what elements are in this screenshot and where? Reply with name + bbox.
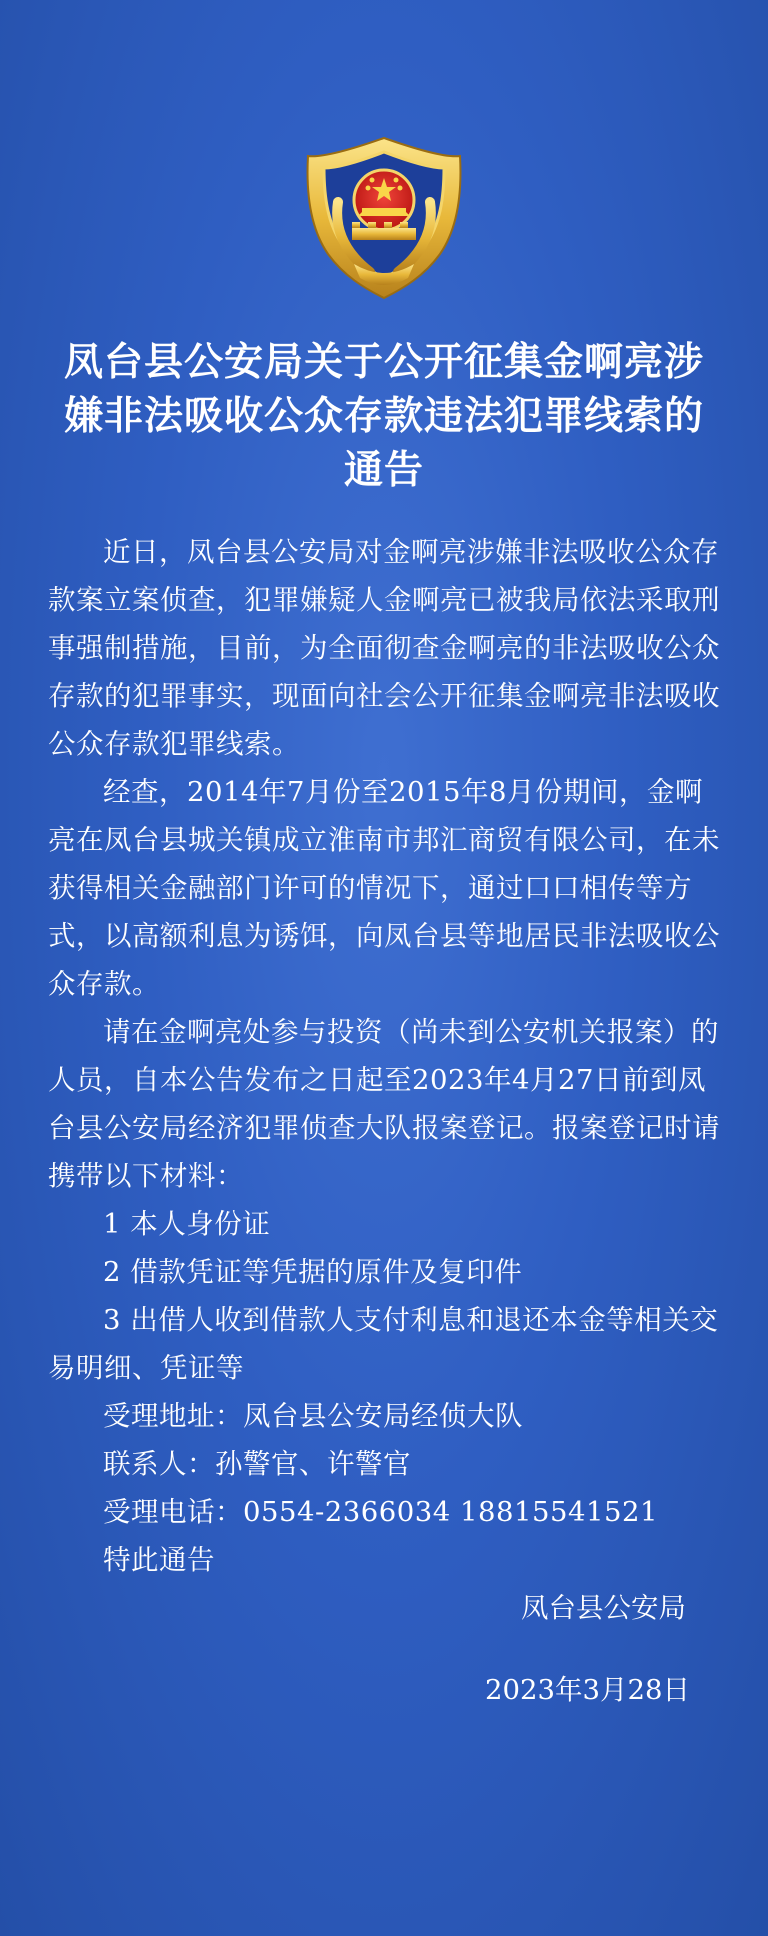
- body-paragraph: 近日，凤台县公安局对金啊亮涉嫌非法吸收公众存款案立案侦查，犯罪嫌疑人金啊亮已被我局依法采取刑事强制措施，目前，为全面彻查金啊亮的非法吸收公众存款的犯罪事实，现面向社会公开征集金啊亮非法吸收公众存款犯罪线索。: [48, 536, 720, 760]
- police-emblem-icon: [292, 132, 476, 302]
- title-line: 通告: [343, 448, 424, 493]
- contact-line: 联系人：孙警官、许警官: [103, 1448, 411, 1480]
- material-item: 2 借款凭证等凭据的原件及复印件: [103, 1256, 523, 1288]
- address-line: 受理地址：凤台县公安局经侦大队: [103, 1400, 523, 1432]
- title-line: 嫌非法吸收公众存款违法犯罪线索的: [63, 394, 704, 439]
- body-paragraph: 经查，2014年7月份至2015年8月份期间，金啊亮在凤台县城关镇成立淮南市邦汇商贸有限公司，在未获得相关金融部门许可的情况下，通过口口相传等方式，以高额利息为诱饵，向凤台县等地居民非法吸收公众存款。: [48, 776, 720, 1000]
- material-item: 1 本人身份证: [103, 1208, 271, 1240]
- issuer-signature: 凤台县公安局: [521, 1592, 686, 1624]
- notice-body: [48, 528, 728, 1584]
- issue-date: 2023年3月28日: [485, 1674, 690, 1706]
- body-paragraph: 请在金啊亮处参与投资（尚未到公安机关报案）的人员，自本公告发布之日起至2023年4月27日前到凤台县公安局经济犯罪侦查大队报案登记。报案登记时请携带以下材料：: [48, 1016, 720, 1192]
- notice-title: [44, 336, 724, 498]
- phone-line: 受理电话：0554-2366034 18815541521: [103, 1496, 658, 1528]
- material-item: 3 出借人收到借款人支付利息和退还本金等相关交易明细、凭证等: [48, 1304, 719, 1384]
- title-line: 凤台县公安局关于公开征集金啊亮涉: [63, 340, 704, 385]
- closing-line: 特此通告: [103, 1544, 215, 1576]
